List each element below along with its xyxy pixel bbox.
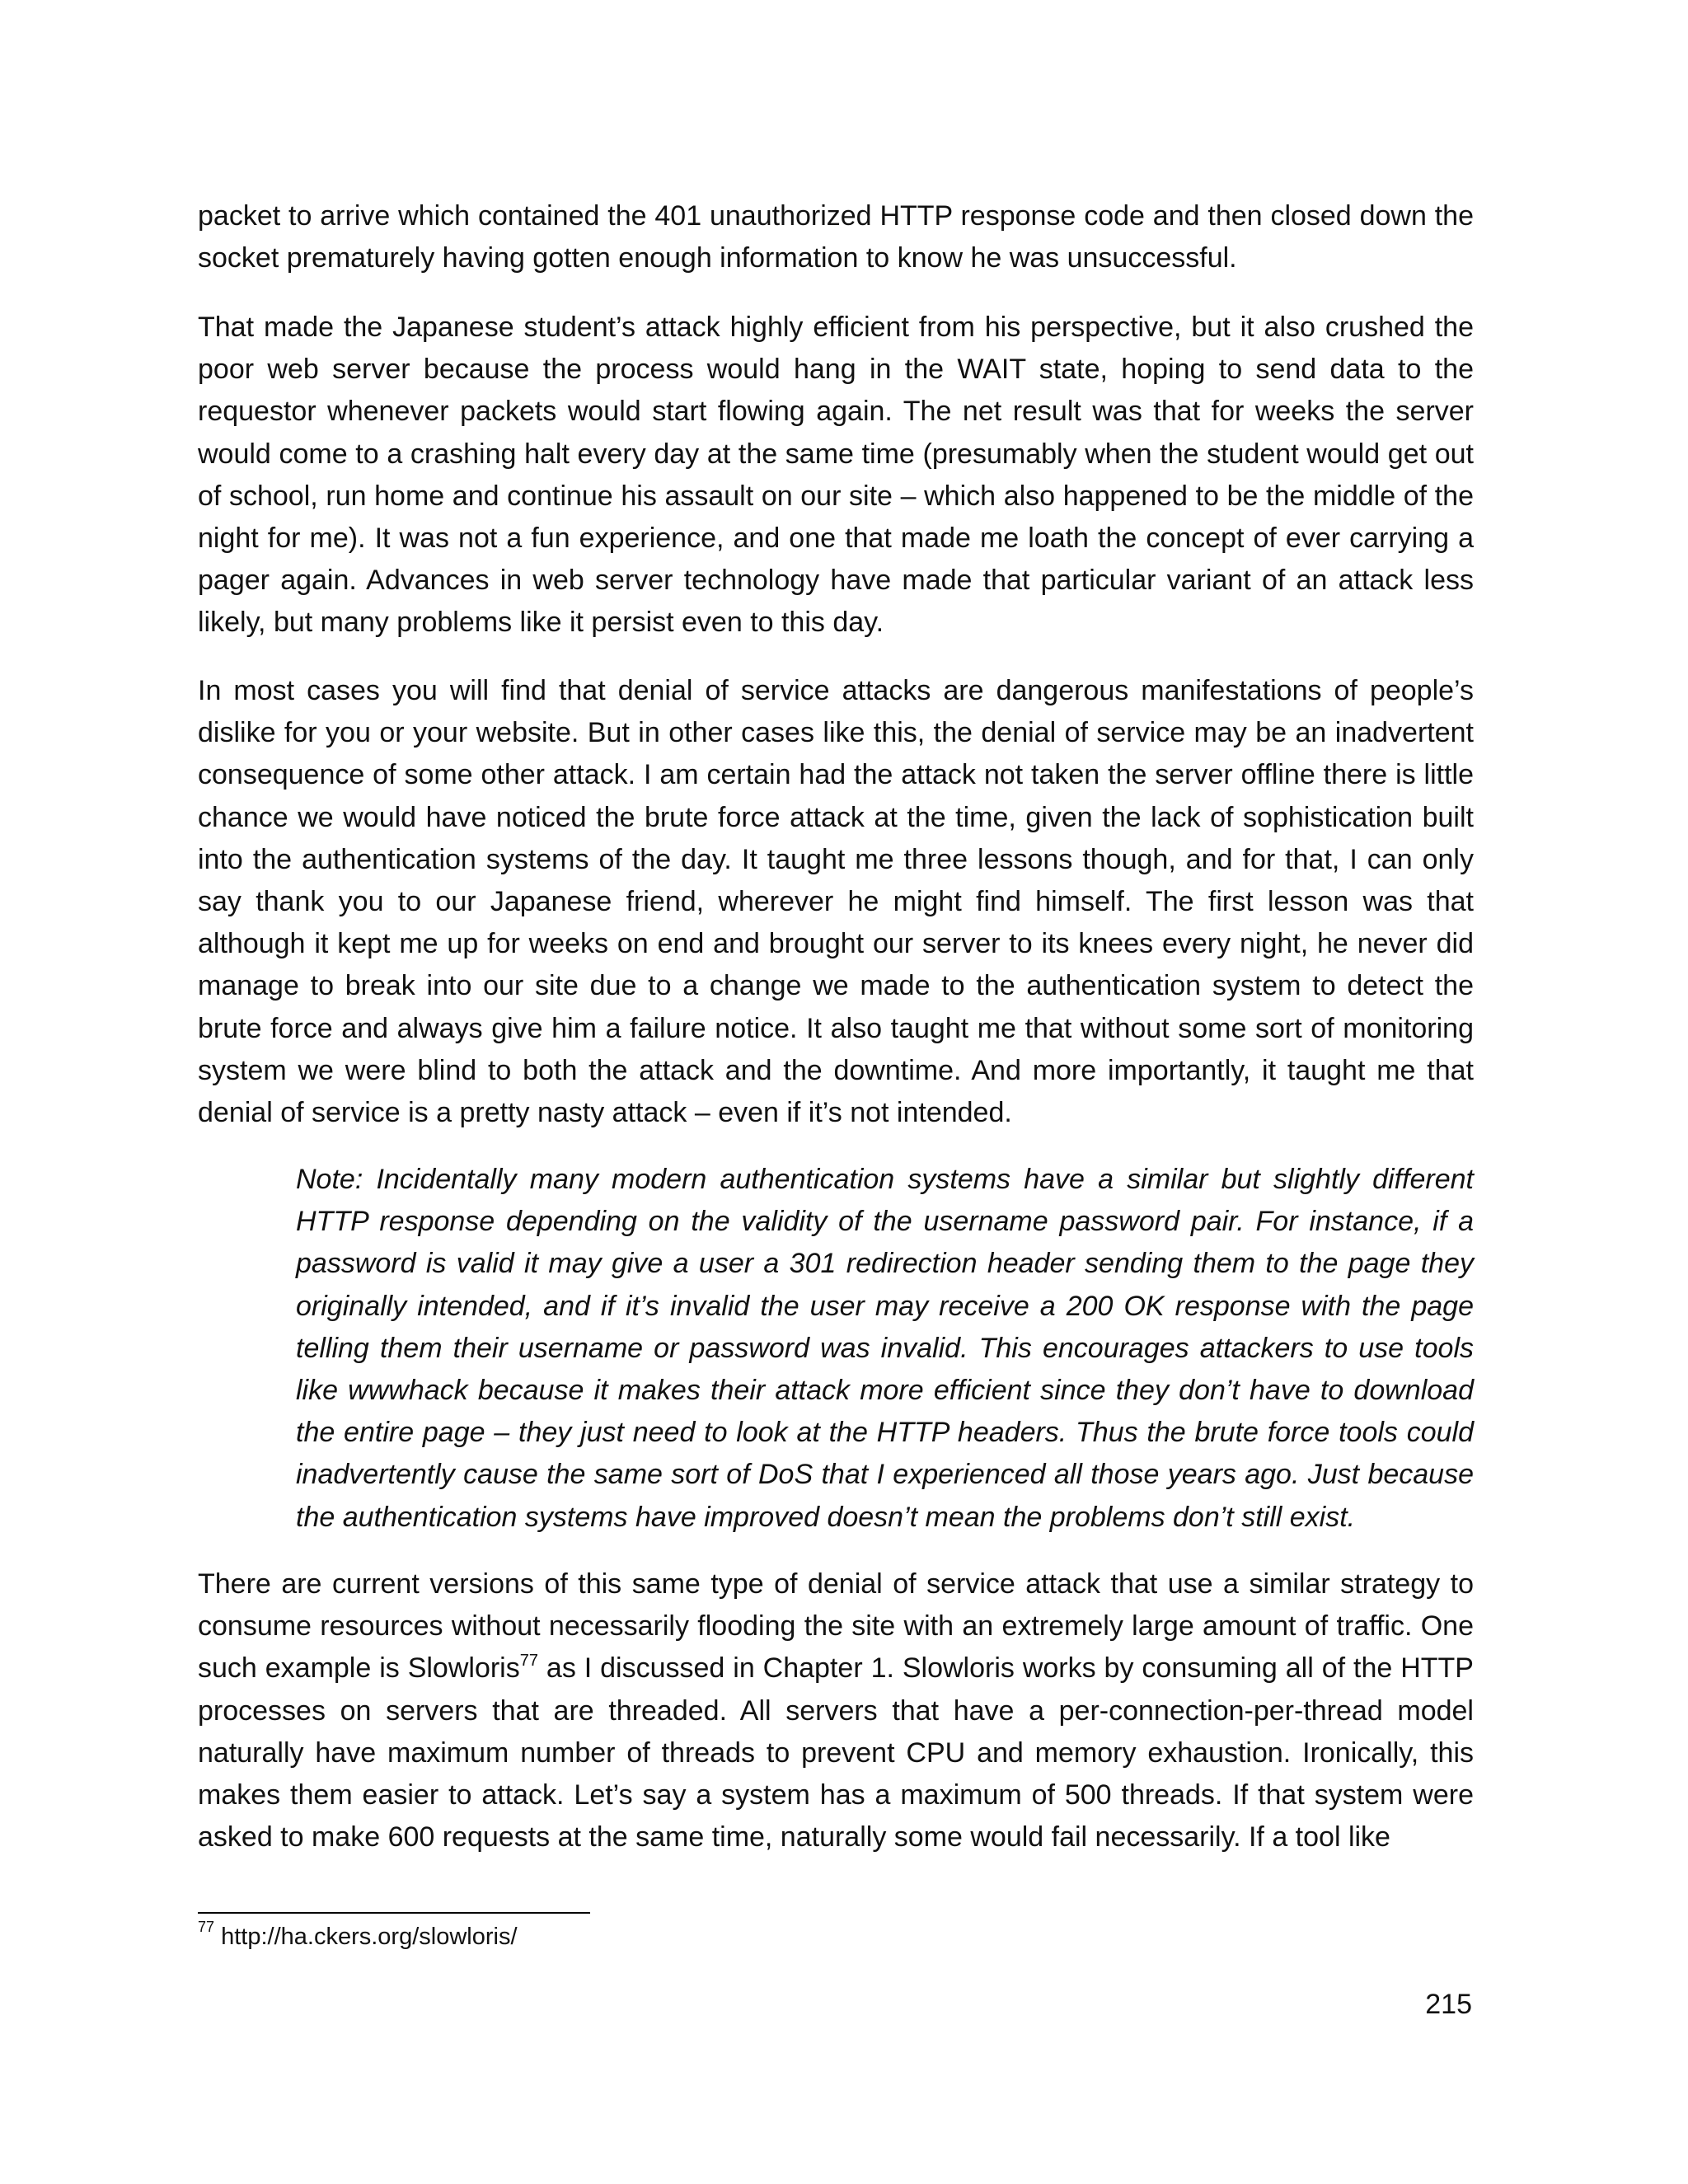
paragraph-4-text-after: as I discussed in Chapter 1. Slowloris works by consuming all of the HTTP processes on servers that are threaded. All servers that have a per-connection-per-thread model naturally have maximum number of threads to prevent CPU and memory exhaustion. Ironically, this makes them easier to attack. Let’s say a system has a maximum of 500 threads. If that system were asked to make 600 requests at the same time, naturally some would fail necessarily. If a tool like xyxy=(198,1652,1474,1854)
paragraph-2: That made the Japanese student’s attack highly efficient from his perspective, but it also crushed the poor web server because the process would hang in the WAIT state, hoping to send data to the requestor whenever packets would start flowing again. The net result was that for weeks the server would come to a crashing halt every day at the same time (presumably when the student would get out of school, run home and continue his assault on our site – which also happened to be the middle of the night for me). It was not a fun experience, and one that made me loath the concept of ever carrying a pager again. Advances in web server technology have made that particular variant of an attack less likely, but many problems like it persist even to this day. xyxy=(198,312,1474,639)
paragraph-4-text-before: There are current versions of this same type of denial of service attack that use a similar strategy to consume resources without necessarily flooding the site with an extremely large amount of traffic. One such example is Slowloris xyxy=(198,1568,1474,1685)
footnote-separator xyxy=(198,1912,590,1914)
paragraph-4 xyxy=(198,1563,1474,1858)
note-paragraph: Note: Incidentally many modern authentication systems have a similar but slightly different HTTP response depending on the validity of the username password pair. For instance, if a password is valid it may give a user a 301 redirection header sending them to the page they originally intended, and if it’s invalid the user may receive a 200 OK response with the page telling them their username or password was invalid. This encourages attackers to use tools like wwwhack because it makes their attack more efficient since they don’t have to download the entire page – they just need to look at the HTTP headers. Thus the brute force tools could inadvertently cause the same sort of DoS that I experienced all those years ago. Just because the authentication systems have improved doesn’t mean the problems don’t still exist. xyxy=(296,1164,1474,1533)
page-number: 215 xyxy=(1425,1989,1472,2020)
footnote-url: http://ha.ckers.org/slowloris/ xyxy=(214,1924,518,1950)
footnote-reference: 77 xyxy=(519,1652,538,1671)
paragraph-1: packet to arrive which contained the 401 unauthorized HTTP response code and then closed down the socket prematurely having gotten enough information to know he was unsuccessful. xyxy=(198,200,1474,274)
paragraph-3: In most cases you will find that denial of service attacks are dangerous manifestations of people’s dislike for you or your website. But in other cases like this, the denial of service may be an inadvertent consequence of some other attack. I am certain had the attack not taken the server offline there is little chance we would have noticed the brute force attack at the time, given the lack of sophistication built into the authentication systems of the day. It taught me three lessons though, and for that, I can only say thank you to our Japanese friend, wherever he might find himself. The first lesson was that although it kept me up for weeks on end and brought our server to its knees every night, he never did manage to break into our site due to a change we made to the authentication system to detect the brute force and always give him a failure notice. It also taught me that without some sort of monitoring system we were blind to both the attack and the downtime. And more importantly, it taught me that denial of service is a pretty nasty attack – even if it’s not intended. xyxy=(198,675,1474,1129)
footnote-marker: 77 xyxy=(198,1919,215,1936)
footnote xyxy=(198,1920,518,1953)
